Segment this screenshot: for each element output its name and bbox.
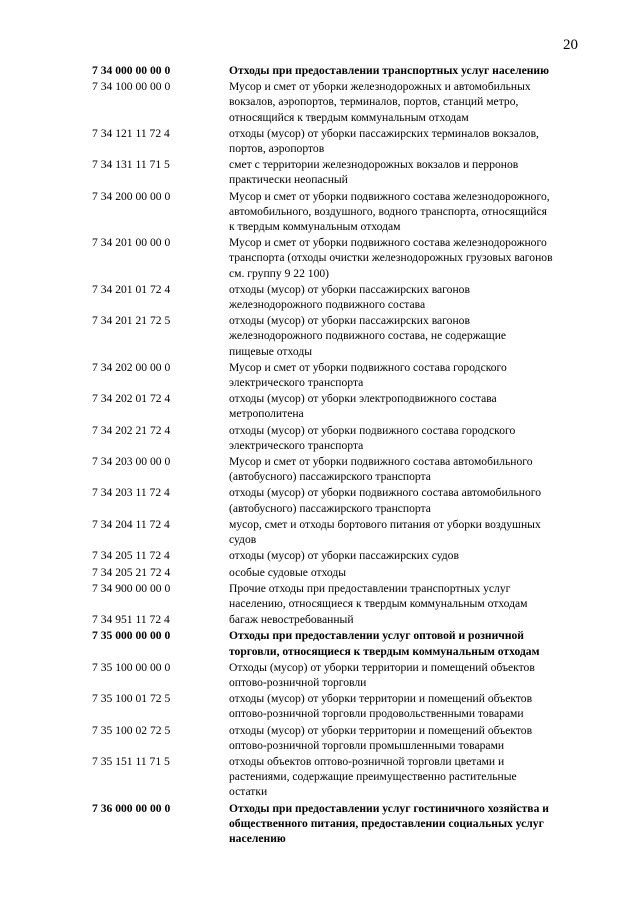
waste-code: 7 35 100 02 72 5	[92, 723, 171, 737]
list-item	[92, 660, 592, 690]
list-item	[92, 581, 592, 611]
waste-description: отходы (мусор) от уборки пассажирских терминалов вокзалов, портов, аэропортов	[229, 126, 539, 156]
waste-code-list	[92, 63, 592, 847]
list-item	[92, 565, 592, 580]
waste-code: 7 34 200 00 00 0	[92, 189, 171, 203]
waste-description: отходы (мусор) от уборки подвижного состава городского электрического транспорта	[229, 423, 516, 452]
list-item	[92, 754, 592, 800]
list-item	[92, 454, 592, 484]
waste-code: 7 34 121 11 72 4	[92, 126, 170, 140]
waste-description: отходы (мусор) от уборки пассажирских вагонов железнодорожного подвижного состава, не содержащие пищевые отходы	[229, 314, 507, 358]
waste-description: Мусор и смет от уборки подвижного состава железнодорожного транспорта (отходы очистки железнодорожных грузовых вагонов см. группу 9 22 100)	[229, 236, 553, 280]
list-item	[92, 360, 592, 390]
waste-description: Отходы при предоставлении услуг гостиничного хозяйства и общественного питания, предоставлении социальных услуг населению	[229, 801, 549, 845]
waste-code: 7 34 203 00 00 0	[92, 455, 171, 469]
list-item	[92, 485, 592, 515]
waste-description: Мусор и смет от уборки железнодорожных и автомобильных вокзалов, аэропортов, терминалов, портов, станций метро, относящийся к твердым коммунальным отходам	[229, 80, 531, 124]
waste-description: отходы (мусор) от уборки электроподвижного состава метрополитена	[229, 392, 497, 421]
waste-code: 7 34 131 11 71 5	[92, 158, 170, 172]
list-item	[92, 391, 592, 421]
list-item	[92, 423, 592, 453]
waste-description: отходы (мусор) от уборки территории и помещений объектов оптово-розничной торговли продовольственными товарами	[229, 692, 533, 721]
waste-description: отходы (мусор) от уборки пассажирских судов	[229, 549, 459, 563]
waste-description: особые судовые отходы	[229, 565, 347, 579]
list-item	[92, 79, 592, 125]
waste-code: 7 34 202 00 00 0	[92, 360, 171, 374]
list-item	[92, 691, 592, 721]
page-number: 20	[563, 37, 578, 53]
waste-description: Мусор и смет от уборки подвижного состава городского электрического транспорта	[229, 360, 507, 390]
waste-description: отходы объектов оптово-розничной торговли цветами и растениями, содержащие преимущественно растительные остатки	[229, 754, 517, 799]
waste-code: 7 35 100 01 72 5	[92, 692, 171, 706]
waste-code: 7 34 900 00 00 0	[92, 581, 171, 595]
waste-code: 7 35 000 00 00 0	[92, 629, 171, 643]
waste-description: Мусор и смет от уборки подвижного состава железнодорожного, автомобильного, воздушного, водного транспорта, относящийся к твердым коммунальным отходам	[229, 189, 550, 234]
waste-description: смет с территории железнодорожных вокзалов и перронов практически неопасный	[229, 158, 519, 187]
section-heading-row	[92, 801, 592, 847]
waste-description: Мусор и смет от уборки подвижного состава автомобильного (автобусного) пассажирского транспорта	[229, 455, 533, 484]
waste-code: 7 35 100 00 00 0	[92, 660, 171, 674]
waste-code: 7 34 201 00 00 0	[92, 236, 171, 250]
list-item	[92, 157, 592, 187]
waste-code: 7 34 100 00 00 0	[92, 80, 171, 94]
waste-description: Отходы при предоставлении услуг оптовой и розничной торговли, относящиеся к твердым коммунальным отходам	[229, 629, 540, 658]
waste-code: 7 34 204 11 72 4	[92, 517, 170, 531]
list-item	[92, 235, 592, 281]
waste-description: Отходы (мусор) от уборки территории и помещений объектов оптово-розничной торговли	[229, 660, 535, 689]
waste-code: 7 34 201 21 72 5	[92, 314, 171, 328]
section-heading-row	[92, 628, 592, 658]
list-item	[92, 723, 592, 753]
waste-code: 7 35 151 11 71 5	[92, 754, 170, 768]
waste-description: отходы (мусор) от уборки подвижного состава автомобильного (автобусного) пассажирского транспорта	[229, 486, 541, 515]
waste-code: 7 34 000 00 00 0	[92, 64, 171, 77]
waste-code: 7 34 201 01 72 4	[92, 282, 171, 296]
list-item	[92, 612, 592, 627]
waste-code: 7 36 000 00 00 0	[92, 801, 171, 815]
waste-code: 7 34 202 21 72 4	[92, 423, 171, 437]
list-item	[92, 517, 592, 547]
waste-description: отходы (мусор) от уборки территории и помещений объектов оптово-розничной торговли промышленными товарами	[229, 723, 533, 752]
waste-description: багаж невостребованный	[229, 613, 354, 627]
waste-code: 7 34 205 11 72 4	[92, 549, 170, 563]
list-item	[92, 282, 592, 312]
waste-description: Прочие отходы при предоставлении транспортных услуг населению, относящиеся к твердым коммунальным отходам	[229, 581, 528, 610]
list-item	[92, 189, 592, 235]
list-item	[92, 313, 592, 359]
waste-code: 7 34 203 11 72 4	[92, 486, 170, 500]
list-item	[92, 548, 592, 563]
waste-description: отходы (мусор) от уборки пассажирских вагонов железнодорожного подвижного состава	[229, 282, 470, 312]
waste-description: мусор, смет и отходы бортового питания от уборки воздушных судов	[229, 517, 541, 547]
waste-code: 7 34 205 21 72 4	[92, 565, 171, 579]
waste-code: 7 34 951 11 72 4	[92, 613, 170, 627]
list-item	[92, 126, 592, 156]
waste-description: Отходы при предоставлении транспортных услуг населению	[229, 64, 549, 77]
section-heading-row	[92, 63, 592, 78]
waste-code: 7 34 202 01 72 4	[92, 392, 171, 406]
